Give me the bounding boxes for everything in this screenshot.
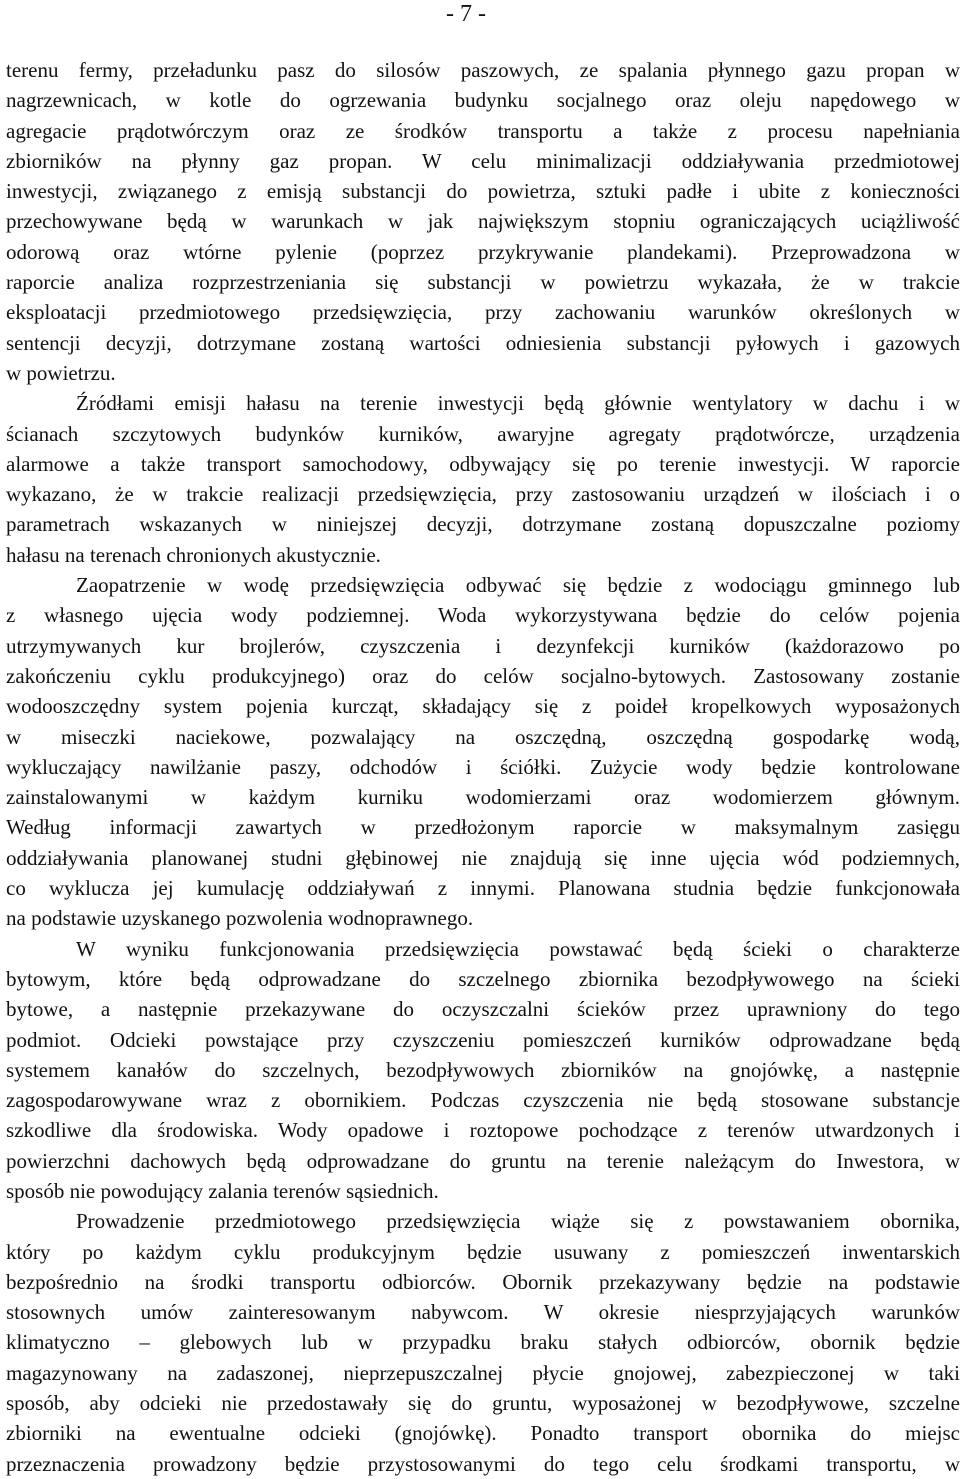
text-line: parametrach wskazanych w niniejszej decyzji, dotrzymane zostaną dopuszczalne poziomy xyxy=(6,512,960,537)
paragraph xyxy=(6,55,960,388)
text-line: raporcie analiza rozprzestrzeniania się substancji w powietrzu wykazała, że w trakcie xyxy=(6,270,960,295)
text-line: bytowe, a następnie przekazywane do oczyszczalni ścieków przez uprawniony do tego xyxy=(6,997,960,1022)
text-line: ścianach szczytowych budynków kurników, awaryjne agregaty prądotwórcze, urządzenia xyxy=(6,421,960,446)
page-number: - 7 - xyxy=(446,1,486,27)
paragraph xyxy=(6,934,960,1207)
text-line: systemem kanałów do szczelnych, bezodpływowych zbiorników na gnojówkę, a następnie xyxy=(6,1057,960,1082)
text-line: Prowadzenie przedmiotowego przedsięwzięcia wiąże się z powstawaniem obornika, xyxy=(76,1209,960,1234)
text-line: wykazano, że w trakcie realizacji przedsięwzięcia, przy zastosowaniu urządzeń w ilościach i o xyxy=(6,482,960,507)
text-line: alarmowe a także transport samochodowy, odbywający się po terenie inwestycji. W raporcie xyxy=(6,451,960,476)
text-line: zbiorników na płynny gaz propan. W celu minimalizacji oddziaływania przedmiotowej xyxy=(6,148,960,173)
text-line: w powietrzu. xyxy=(6,360,116,385)
text-line: który po każdym cyklu produkcyjnym będzie usuwany z pomieszczeń inwentarskich xyxy=(6,1239,960,1264)
text-line: sposób, aby odcieki nie przedostawały się do gruntu, wyposażonej w bezodpływowe, szczelne xyxy=(6,1391,960,1416)
text-line: w miseczki naciekowe, pozwalający na oszczędną, oszczędną gospodarkę wodą, xyxy=(6,724,960,749)
text-line: zainstalowanymi w każdym kurniku wodomierzami oraz wodomierzem głównym. xyxy=(6,785,960,810)
text-line: sposób nie powodujący zalania terenów sąsiednich. xyxy=(6,1178,439,1203)
document-body xyxy=(6,55,960,1479)
text-line: stosownych umów zainteresowanym nabywcom. W okresie niesprzyjających warunków xyxy=(6,1300,960,1325)
text-line: powierzchni dachowych będą odprowadzane do gruntu na terenie należącym do Inwestora, w xyxy=(6,1148,960,1173)
paragraph xyxy=(6,388,960,570)
text-line: wykluczający nawilżanie paszy, odchodów i ściółki. Zużycie wody będzie kontrolowane xyxy=(6,754,960,779)
text-line: utrzymywanych kur brojlerów, czyszczenia i dezynfekcji kurników (każdorazowo po xyxy=(6,633,960,658)
text-line: magazynowany na zadaszonej, nieprzepuszczalnej płycie gnojowej, zabezpieczonej w taki xyxy=(6,1360,960,1385)
text-line: inwestycji, związanego z emisją substancji do powietrza, sztuki padłe i ubite z konieczności xyxy=(6,179,960,204)
paragraph xyxy=(6,570,960,934)
text-line: zakończeniu cyklu produkcyjnego) oraz do celów socjalno-bytowych. Zastosowany zostanie xyxy=(6,663,960,688)
text-line: podmiot. Odcieki powstające przy czyszczeniu pomieszczeń kurników odprowadzane będą xyxy=(6,1027,960,1052)
text-line: sentencji decyzji, dotrzymane zostaną wartości odniesienia substancji pyłowych i gazowych xyxy=(6,330,960,355)
text-line: zbiorniki na ewentualne odcieki (gnojówkę). Ponadto transport obornika do miejsc xyxy=(6,1421,960,1446)
text-line: agregacie prądotwórczym oraz ze środków transportu a także z procesu napełniania xyxy=(6,118,960,143)
text-line: przechowywane będą w warunkach w jak największym stopniu ograniczających uciążliwość xyxy=(6,209,960,234)
text-line: odorową oraz wtórne pylenie (poprzez przykrywanie plandekami). Przeprowadzona w xyxy=(6,239,960,264)
text-line: W wyniku funkcjonowania przedsięwzięcia powstawać będą ścieki o charakterze xyxy=(76,936,960,961)
text-line: zagospodarowywane wraz z obornikiem. Podczas czyszczenia nie będą stosowane substancje xyxy=(6,1088,960,1113)
text-line: co wyklucza jej kumulację oddziaływań z innymi. Planowana studnia będzie funkcjonowała xyxy=(6,876,960,901)
text-line: nagrzewnicach, w kotle do ogrzewania budynku socjalnego oraz oleju napędowego w xyxy=(6,88,960,113)
text-line: wodooszczędny system pojenia kurcząt, składający się z poideł kropelkowych wyposażonych xyxy=(6,694,960,719)
text-line: bezpośrednio na środki transportu odbiorców. Obornik przekazywany będzie na podstawie xyxy=(6,1269,960,1294)
text-line: klimatyczno – glebowych lub w przypadku braku stałych odbiorców, obornik będzie xyxy=(6,1330,960,1355)
text-line: bytowym, które będą odprowadzane do szczelnego zbiornika bezodpływowego na ścieki xyxy=(6,966,960,991)
text-line: oddziaływania planowanej studni głębinowej nie znajdują się inne ujęcia wód podziemnych, xyxy=(6,845,960,870)
text-line: przeznaczenia prowadzony będzie przystosowanymi do tego celu środkami transportu, w xyxy=(6,1451,960,1476)
text-line: terenu fermy, przeładunku pasz do silosów paszowych, ze spalania płynnego gazu propan w xyxy=(6,58,960,82)
text-line: Według informacji zawartych w przedłożonym raporcie w maksymalnym zasięgu xyxy=(6,815,960,840)
text-line: hałasu na terenach chronionych akustycznie. xyxy=(6,542,381,567)
text-line: Zaopatrzenie w wodę przedsięwzięcia odbywać się będzie z wodociągu gminnego lub xyxy=(76,573,960,598)
text-line: z własnego ujęcia wody podziemnej. Woda wykorzystywana będzie do celów pojenia xyxy=(6,603,960,628)
text-line: szkodliwe dla środowiska. Wody opadowe i roztopowe pochodzące z terenów utwardzonych i xyxy=(6,1118,960,1143)
text-line: na podstawie uzyskanego pozwolenia wodnoprawnego. xyxy=(6,906,474,931)
paragraph xyxy=(6,1206,960,1479)
text-line: eksploatacji przedmiotowego przedsięwzięcia, przy zachowaniu warunków określonych w xyxy=(6,300,960,325)
text-line: Źródłami emisji hałasu na terenie inwestycji będą głównie wentylatory w dachu i w xyxy=(76,391,960,416)
